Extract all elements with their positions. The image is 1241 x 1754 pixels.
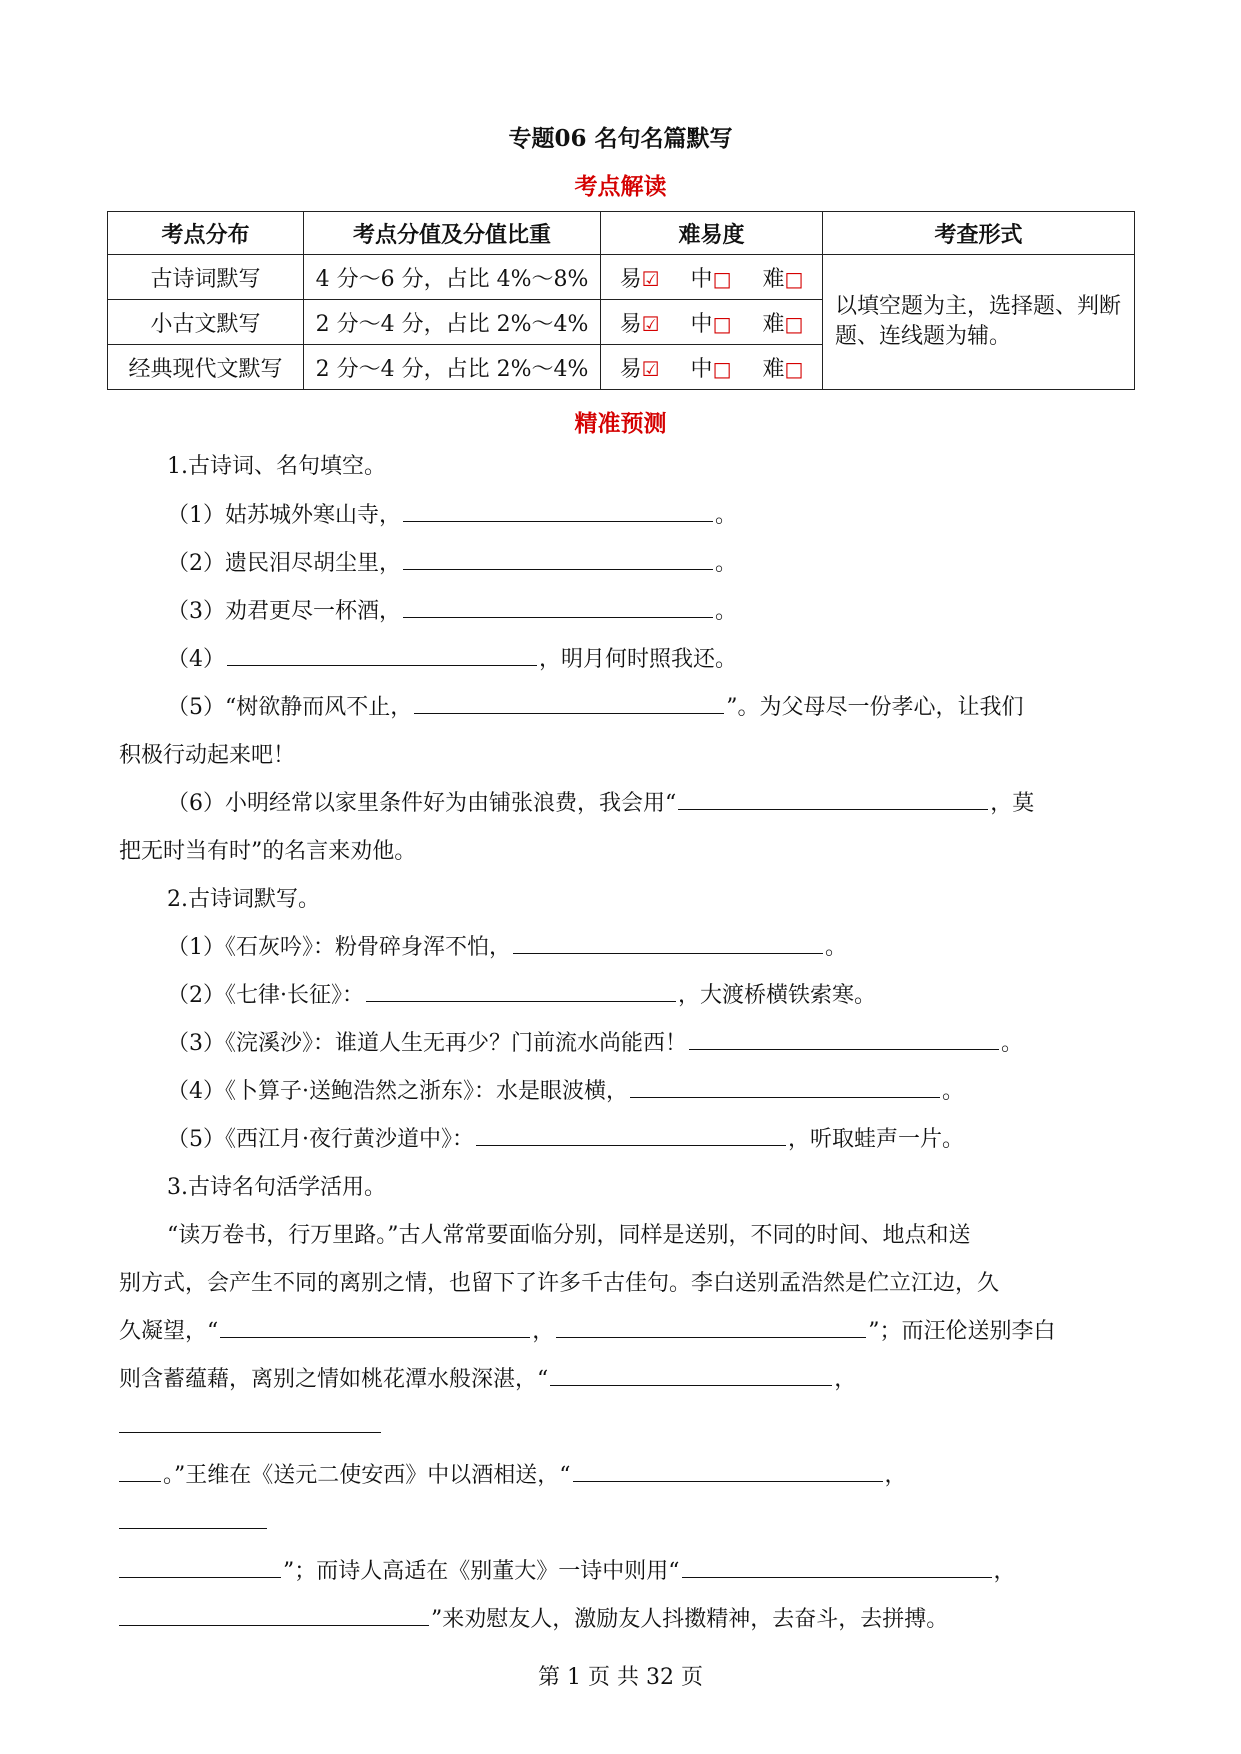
table-header-row xyxy=(108,212,1135,255)
q1-item-6-continued: 把无时当有时”的名言来劝他。 xyxy=(119,839,417,864)
score-cell: 2 分～4 分，占比 2%～4% xyxy=(304,345,601,390)
q2-item-1: （1）《石灰吟》：粉骨碎身浑不怕， 。 xyxy=(167,930,847,961)
q1-item-4: （4） ，明月何时照我还。 xyxy=(167,642,737,673)
unchecked-box-icon: □ xyxy=(712,311,732,336)
answer-blank[interactable] xyxy=(682,1555,992,1578)
q3-paragraph-line: 则含蓄蕴藉，离别之情如桃花潭水般深湛，“ ， xyxy=(119,1362,856,1393)
answer-blank[interactable] xyxy=(119,1506,267,1529)
q3-paragraph-line: ”来劝慰友人，激励友人抖擞精神，去奋斗，去拼搏。 xyxy=(119,1602,948,1633)
table-header: 难易度 xyxy=(601,212,823,255)
answer-blank[interactable] xyxy=(227,643,537,666)
unchecked-box-icon: □ xyxy=(784,311,804,336)
answer-blank[interactable] xyxy=(550,1363,832,1386)
answer-blank[interactable] xyxy=(630,1075,940,1098)
q3-paragraph-line: “读万卷书，行万里路。”古人常常要面临分别，同样是送别，不同的时间、地点和送 xyxy=(167,1223,971,1248)
q3-paragraph-line xyxy=(119,1506,269,1535)
answer-blank[interactable] xyxy=(220,1315,530,1338)
score-cell: 2 分～4 分，占比 2%～4% xyxy=(304,300,601,345)
question-3-heading: 3.古诗名句活学活用。 xyxy=(167,1175,386,1200)
answer-blank[interactable] xyxy=(403,595,713,618)
answer-blank[interactable] xyxy=(573,1459,883,1482)
answer-blank[interactable] xyxy=(403,547,713,570)
q1-item-2: （2）遗民泪尽胡尘里， 。 xyxy=(167,546,737,577)
section-heading-prediction: 精准预测 xyxy=(574,410,667,437)
answer-blank[interactable] xyxy=(476,1123,786,1146)
unchecked-box-icon: □ xyxy=(712,356,732,381)
q3-paragraph-line: 久凝望，“ ， ”；而汪伦送别李白 xyxy=(119,1314,1056,1345)
answer-blank[interactable] xyxy=(403,499,713,522)
page-footer: 第 1 页 共 32 页 xyxy=(538,1665,703,1690)
q2-item-3: （3）《浣溪沙》：谁道人生无再少？门前流水尚能西！ 。 xyxy=(167,1026,1023,1057)
q1-item-6: （6）小明经常以家里条件好为由铺张浪费，我会用“ ，莫 xyxy=(167,786,1034,817)
exam-point-table xyxy=(107,211,1135,390)
topic-cell: 经典现代文默写 xyxy=(108,345,304,390)
difficulty-cell: 易☑ 中□ 难□ xyxy=(601,345,823,390)
table-header: 考点分值及分值比重 xyxy=(304,212,601,255)
exam-form-cell: 以填空题为主，选择题、判断题、连线题为辅。 xyxy=(823,255,1135,390)
unchecked-box-icon: □ xyxy=(784,266,804,291)
q2-item-4: （4）《卜算子·送鲍浩然之浙东》：水是眼波横， 。 xyxy=(167,1074,964,1105)
answer-blank[interactable] xyxy=(119,1459,161,1482)
table-row xyxy=(108,255,1135,300)
answer-blank[interactable] xyxy=(414,691,724,714)
page-title: 专题06 名句名篇默写 xyxy=(508,125,733,152)
answer-blank[interactable] xyxy=(119,1555,281,1578)
q3-paragraph-line: 别方式，会产生不同的离别之情，也留下了许多千古佳句。李白送别孟浩然是伫立江边，久 xyxy=(119,1271,1000,1296)
section-heading-analysis: 考点解读 xyxy=(574,173,667,200)
checked-box-icon: ☑ xyxy=(641,266,660,291)
answer-blank[interactable] xyxy=(556,1315,866,1338)
table-header: 考查形式 xyxy=(823,212,1135,255)
score-cell: 4 分～6 分，占比 4%～8% xyxy=(304,255,601,300)
table-header: 考点分布 xyxy=(108,212,304,255)
answer-blank[interactable] xyxy=(513,931,823,954)
question-2-heading: 2.古诗词默写。 xyxy=(167,887,320,912)
checked-box-icon: ☑ xyxy=(641,356,660,381)
question-1-heading: 1.古诗词、名句填空。 xyxy=(167,454,386,479)
answer-blank[interactable] xyxy=(689,1027,999,1050)
answer-blank[interactable] xyxy=(119,1603,429,1626)
q1-item-5: （5）“树欲静而风不止， ”。为父母尽一份孝心，让我们 xyxy=(167,690,1024,721)
q1-item-1: （1）姑苏城外寒山寺， 。 xyxy=(167,498,737,529)
q2-item-5: （5）《西江月·夜行黄沙道中》： ，听取蛙声一片。 xyxy=(167,1122,964,1153)
topic-cell: 小古文默写 xyxy=(108,300,304,345)
unchecked-box-icon: □ xyxy=(712,266,732,291)
answer-blank[interactable] xyxy=(119,1410,381,1433)
answer-blank[interactable] xyxy=(366,979,676,1002)
q2-item-2: （2）《七律·长征》： ，大渡桥横铁索寒。 xyxy=(167,978,876,1009)
q3-paragraph-line: ”；而诗人高适在《别董大》一诗中则用“ ， xyxy=(119,1554,1016,1585)
q1-item-5-continued: 积极行动起来吧！ xyxy=(119,743,296,768)
answer-blank[interactable] xyxy=(678,787,988,810)
difficulty-cell: 易☑ 中□ 难□ xyxy=(601,300,823,345)
q3-paragraph-line xyxy=(119,1410,383,1439)
q1-item-3: （3）劝君更尽一杯酒， 。 xyxy=(167,594,737,625)
checked-box-icon: ☑ xyxy=(641,311,660,336)
q3-paragraph-line: 。”王维在《送元二使安西》中以酒相送，“ ， xyxy=(119,1458,907,1489)
difficulty-cell: 易☑ 中□ 难□ xyxy=(601,255,823,300)
topic-cell: 古诗词默写 xyxy=(108,255,304,300)
unchecked-box-icon: □ xyxy=(784,356,804,381)
